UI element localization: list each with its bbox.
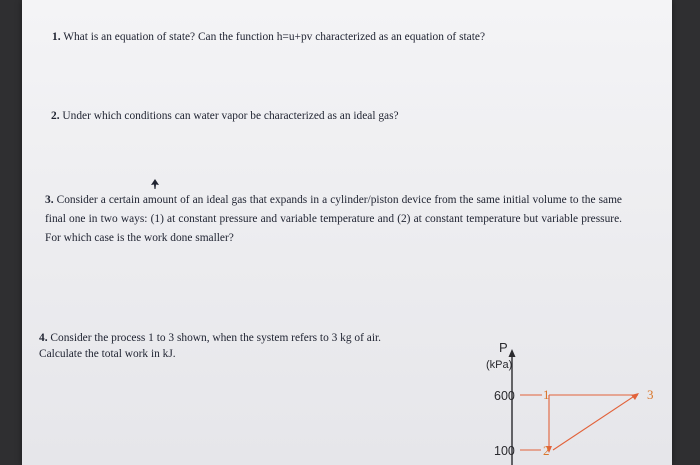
- question-2-number: 2.: [51, 110, 60, 122]
- question-4-line-2: Calculate the total work in kJ.: [39, 348, 176, 360]
- question-3-text: Consider a certain amount of an ideal gas that expands in a cylinder/piston device from the same initial volume to the same final one in two ways: (1) at constant pressure and variable temperature and (2) at constant temperature but variable pressure. For which case is the work done smaller?: [45, 194, 622, 244]
- question-1-number: 1.: [52, 31, 61, 43]
- y-axis-arrowhead: [509, 349, 516, 357]
- document-page: [22, 0, 672, 465]
- question-4-number: 4.: [39, 332, 48, 344]
- cursor-arrow-icon: [149, 178, 161, 190]
- process-line-2-3: [553, 395, 636, 450]
- question-2: [51, 107, 651, 126]
- question-4: [39, 330, 459, 362]
- y-axis-label: P: [499, 340, 508, 355]
- point-2-label: 2: [543, 443, 550, 458]
- arrowhead-2-3: [631, 393, 639, 400]
- point-1-label: 1: [543, 387, 550, 402]
- question-1: [52, 28, 652, 47]
- ytick-label-600: 600: [494, 389, 515, 403]
- ytick-label-100: 100: [494, 444, 515, 458]
- y-axis-unit: (kPa): [486, 359, 513, 371]
- pv-diagram: [450, 325, 672, 465]
- point-3-label: 3: [647, 387, 654, 402]
- question-2-text: Under which conditions can water vapor be characterized as an ideal gas?: [62, 110, 399, 122]
- question-3: [45, 191, 622, 248]
- question-4-line-1: Consider the process 1 to 3 shown, when the system refers to 3 kg of air.: [50, 332, 381, 344]
- question-3-number: 3.: [45, 194, 54, 206]
- question-1-text: What is an equation of state? Can the function h=u+pv characterized as an equation of state?: [63, 31, 486, 43]
